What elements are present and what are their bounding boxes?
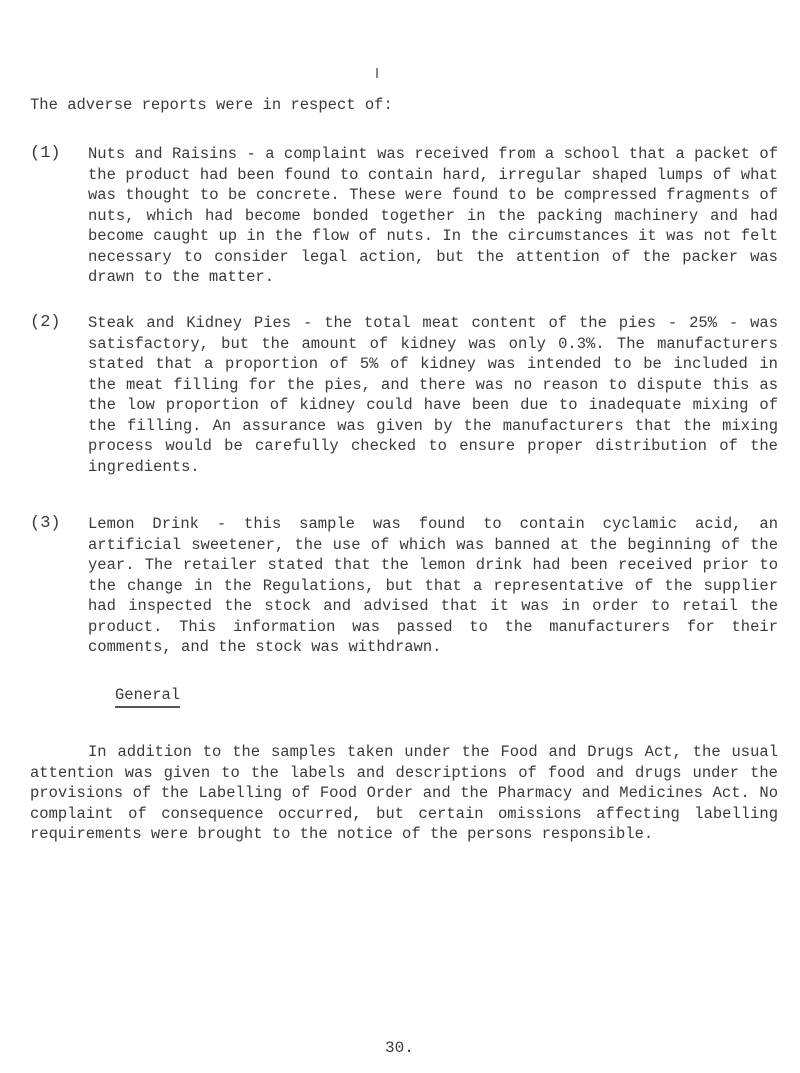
- page-number: 30.: [385, 1039, 414, 1057]
- scan-mark: [376, 68, 378, 78]
- general-text: In addition to the samples taken under the Food and Drugs Act, the usual attention was given to the labels and descriptions of food and drugs under the provisions of the Labelling of Food Order and the Pharmacy and Medicines Act. No complaint of consequence occurred, but certain omissions affecting labelling requirements were brought to the notice of the persons responsible.: [30, 743, 778, 843]
- intro-text: The adverse reports were in respect of:: [30, 96, 393, 114]
- section-heading: General: [115, 685, 180, 708]
- item-number: (2): [30, 313, 61, 332]
- item-text: Steak and Kidney Pies - the total meat content of the pies - 25% - was satisfactory, but the amount of kidney was only 0.3%. The manufacturers stated that a proportion of 5% of kidney was intended to be included in the meat filling for the pies, and there was no reason to dispute this as the low proportion of kidney could have been due to inadequate mixing of the filling. An assurance was given by the manufacturers that the mixing process would be carefully checked to ensure proper distribution of the ingredients.: [88, 314, 778, 476]
- item-number: (3): [30, 514, 61, 533]
- item-text: Lemon Drink - this sample was found to contain cyclamic acid, an artificial sweetener, the use of which was banned at the beginning of the year. The retailer stated that the lemon drink had been received prior to the change in the Regulations, but that a representative of the supplier had inspected the stock and advised that it was in order to retail the product. This information was passed to the manufacturers for their comments, and the stock was withdrawn.: [88, 515, 778, 656]
- general-paragraph: [30, 742, 778, 845]
- item-number: (1): [30, 144, 61, 163]
- item-text: Nuts and Raisins - a complaint was received from a school that a packet of the product had been found to contain hard, irregular shaped lumps of what was thought to be concrete. These were found to be compressed fragments of nuts, which had become bonded together in the packing machinery and had become caught up in the flow of nuts. In the circumstances it was not felt necessary to consider legal action, but the attention of the packer was drawn to the matter.: [88, 145, 778, 286]
